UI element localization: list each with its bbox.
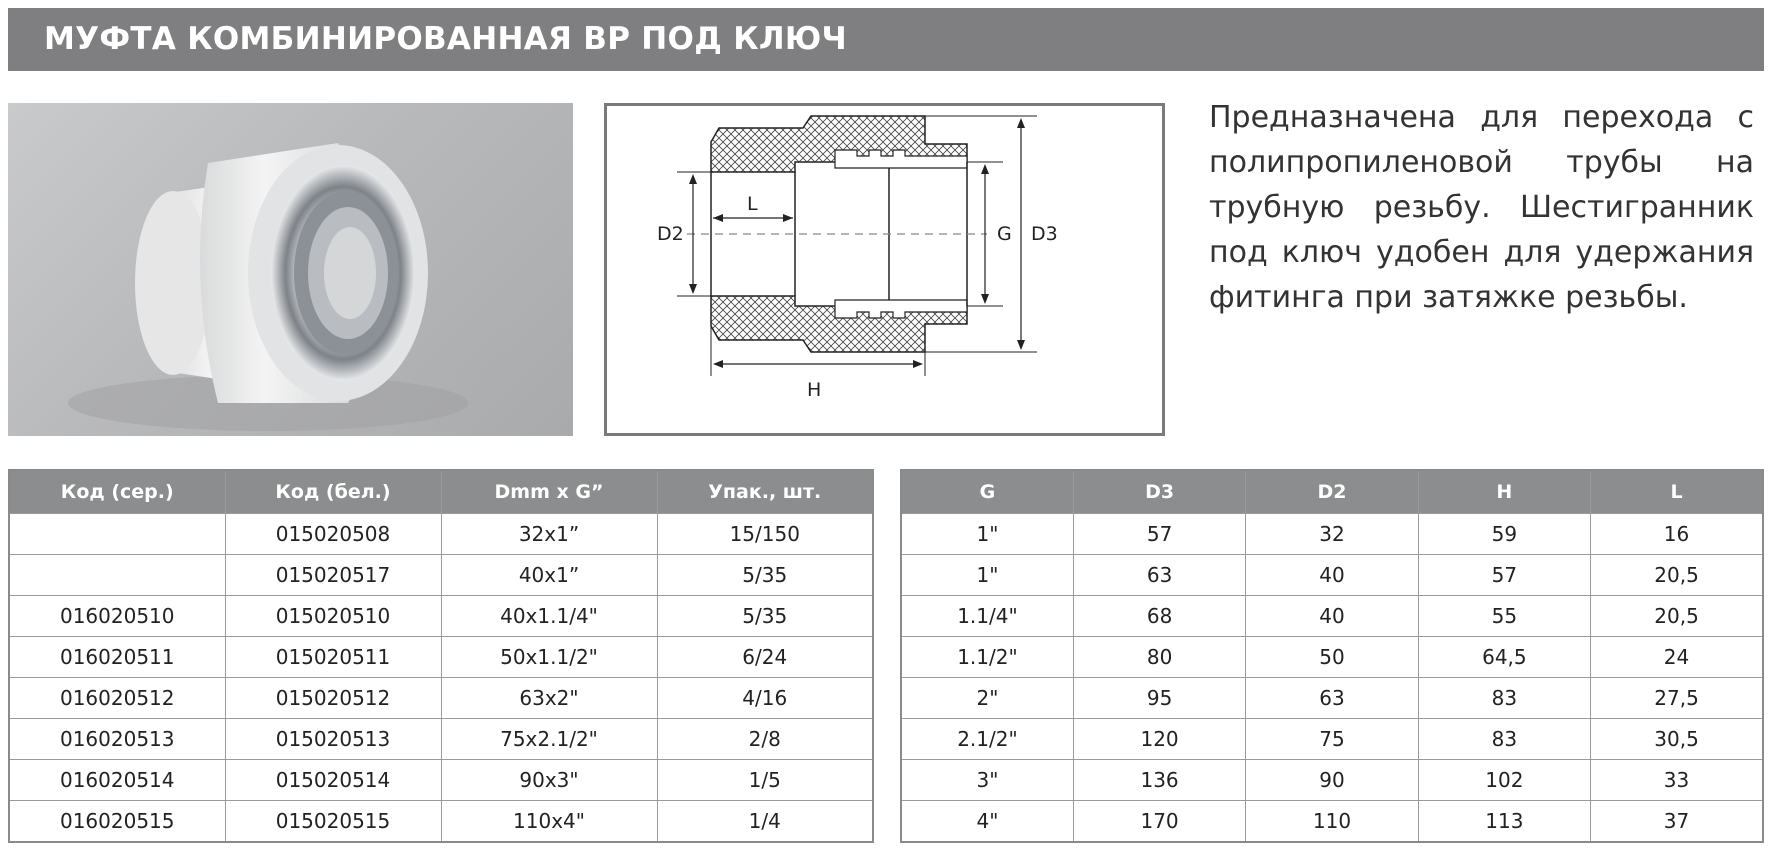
table-row [9,678,873,719]
cell-h: 59 [1418,514,1590,555]
cell-g: 4" [901,801,1073,843]
cell-d2: 90 [1246,760,1418,801]
cell-h: 64,5 [1418,637,1590,678]
cell-h: 83 [1418,719,1590,760]
cell-h: 57 [1418,555,1590,596]
cell-code-white: 015020513 [225,719,441,760]
table-row [901,719,1763,760]
cell-d2: 50 [1246,637,1418,678]
g-label: G [997,223,1012,245]
cell-l: 33 [1591,760,1763,801]
cell-package: 15/150 [657,514,873,555]
cell-code-white: 015020517 [225,555,441,596]
cell-code-white: 015020511 [225,637,441,678]
cell-code-white: 015020510 [225,596,441,637]
cell-package: 2/8 [657,719,873,760]
cell-h: 83 [1418,678,1590,719]
cross-section-diagram [607,106,1162,433]
cell-h: 55 [1418,596,1590,637]
cell-package: 1/4 [657,801,873,843]
cell-dimension: 90x3" [441,760,657,801]
dimensions-table [900,469,1764,843]
table-row [901,555,1763,596]
cell-code-gray: 016020513 [9,719,225,760]
header-code-white: Код (бел.) [225,470,441,514]
table-row [901,637,1763,678]
cell-d3: 80 [1073,637,1245,678]
cell-h: 102 [1418,760,1590,801]
cell-dimension: 75x2.1/2" [441,719,657,760]
table-row [901,801,1763,843]
cell-l: 27,5 [1591,678,1763,719]
cell-l: 30,5 [1591,719,1763,760]
header-l: L [1591,470,1763,514]
cell-d2: 75 [1246,719,1418,760]
technical-drawing [604,103,1165,436]
product-codes-table [8,469,874,843]
cell-dimension: 63x2" [441,678,657,719]
cell-l: 24 [1591,637,1763,678]
product-photo [8,103,573,436]
cell-code-white: 015020514 [225,760,441,801]
cell-l: 37 [1591,801,1763,843]
table-header-row [901,470,1763,514]
cell-package: 5/35 [657,596,873,637]
d3-label: D3 [1031,223,1058,245]
cell-code-gray [9,555,225,596]
cell-d2: 63 [1246,678,1418,719]
table-row [9,801,873,843]
header-d3: D3 [1073,470,1245,514]
cell-d2: 32 [1246,514,1418,555]
l-label: L [747,193,758,215]
cell-d3: 120 [1073,719,1245,760]
cell-code-gray: 016020511 [9,637,225,678]
cell-g: 1.1/4" [901,596,1073,637]
table-row [9,760,873,801]
cell-code-white: 015020508 [225,514,441,555]
cell-code-gray [9,514,225,555]
h-label: H [807,379,822,401]
page-title: МУФТА КОМБИНИРОВАННАЯ ВР ПОД КЛЮЧ [44,21,847,57]
cell-code-gray: 016020515 [9,801,225,843]
cell-d3: 95 [1073,678,1245,719]
cell-l: 20,5 [1591,596,1763,637]
coupling-photo-illustration [8,103,573,436]
table-row [9,719,873,760]
cell-dimension: 40x1.1/4" [441,596,657,637]
d2-label: D2 [657,223,684,245]
header-package: Упак., шт. [657,470,873,514]
table-row [9,596,873,637]
header-dimension: Dmm x G” [441,470,657,514]
cell-g: 1" [901,514,1073,555]
cell-g: 1.1/2" [901,637,1073,678]
table-row [901,596,1763,637]
cell-d3: 68 [1073,596,1245,637]
cell-d2: 40 [1246,596,1418,637]
cell-l: 16 [1591,514,1763,555]
table-header-row [9,470,873,514]
title-bar [8,8,1764,71]
cell-h: 113 [1418,801,1590,843]
cell-dimension: 40x1” [441,555,657,596]
header-d2: D2 [1246,470,1418,514]
cell-code-gray: 016020512 [9,678,225,719]
cell-d3: 136 [1073,760,1245,801]
cell-package: 1/5 [657,760,873,801]
cell-package: 6/24 [657,637,873,678]
table-row [9,637,873,678]
cell-code-gray: 016020510 [9,596,225,637]
cell-g: 2" [901,678,1073,719]
cell-package: 5/35 [657,555,873,596]
header-code-gray: Код (сер.) [9,470,225,514]
product-description: Предназначена для перехода с полипропиленовой трубы на трубную резьбу. Шестигранник под ключ удобен для удержания фитинга при затяжке резьбы. [1209,100,1754,315]
cell-code-gray: 016020514 [9,760,225,801]
table-row [901,678,1763,719]
cell-d3: 170 [1073,801,1245,843]
cell-package: 4/16 [657,678,873,719]
cell-d3: 63 [1073,555,1245,596]
cell-dimension: 50x1.1/2" [441,637,657,678]
cell-dimension: 32x1” [441,514,657,555]
cell-g: 1" [901,555,1073,596]
table-row [901,514,1763,555]
table-row [901,760,1763,801]
cell-l: 20,5 [1591,555,1763,596]
table-row [9,555,873,596]
table-row [9,514,873,555]
cell-d2: 40 [1246,555,1418,596]
cell-g: 3" [901,760,1073,801]
cell-d2: 110 [1246,801,1418,843]
cell-dimension: 110x4" [441,801,657,843]
header-h: H [1418,470,1590,514]
cell-g: 2.1/2" [901,719,1073,760]
header-g: G [901,470,1073,514]
cell-d3: 57 [1073,514,1245,555]
cell-code-white: 015020512 [225,678,441,719]
cell-code-white: 015020515 [225,801,441,843]
